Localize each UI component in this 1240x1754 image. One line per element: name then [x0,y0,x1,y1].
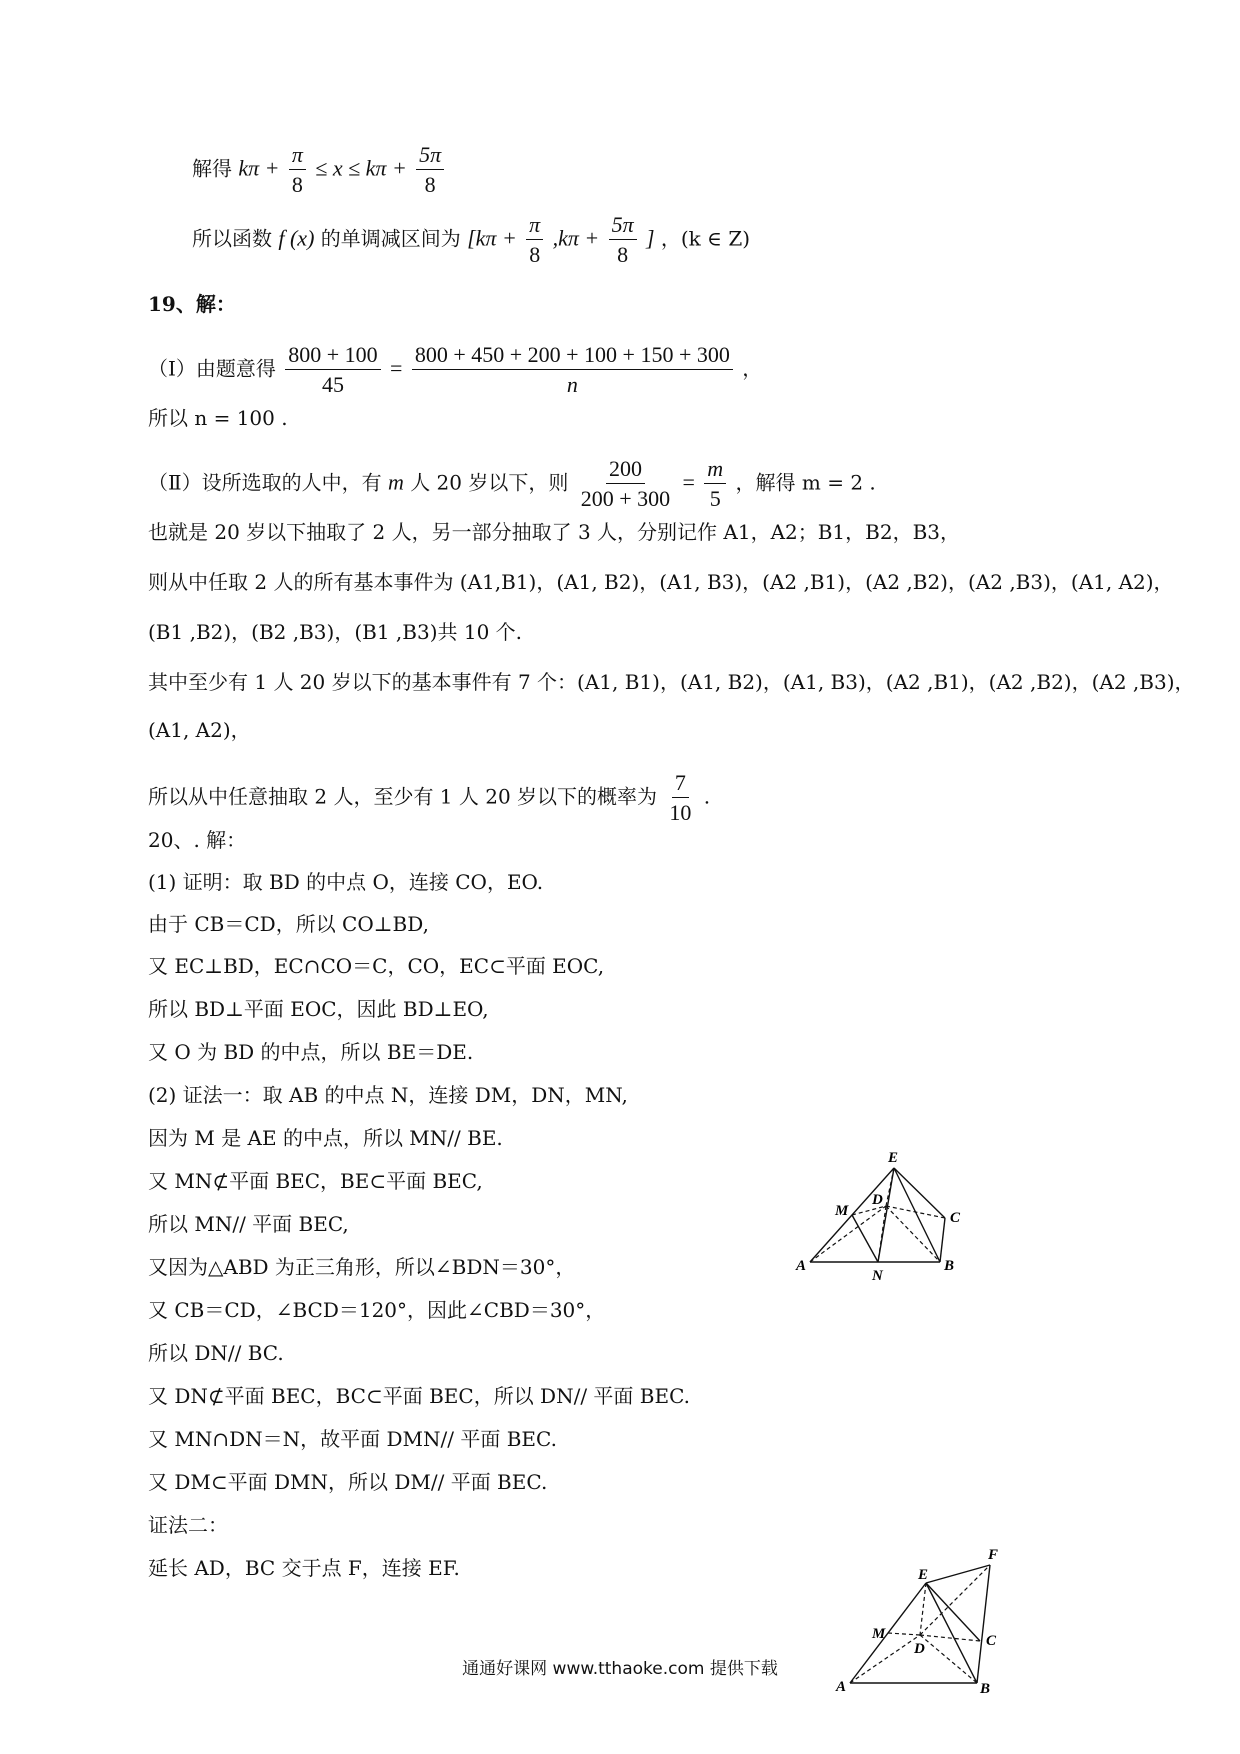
page-footer: 通通好课网 www.tthaoke.com 提供下载 [462,1659,778,1679]
math: m [387,469,404,495]
sec20-line: 因为 M 是 AE 的中点，所以 MN// BE. [148,1126,503,1150]
math: ] [645,225,655,251]
figure-label: D [872,1192,883,1208]
sec20-line: 又 EC⊥BD，EC∩CO＝C，CO，EC⊂平面 EOC, [148,954,605,978]
sec19-line: 也就是 20 岁以下抽取了 2 人，另一部分抽取了 3 人，分别记作 A1，A2；B1，B2，B3， [148,520,961,544]
fraction: $\frac{5\pi}{8}$ [609,214,637,266]
sec20-line: 又 CB＝CD，∠BCD＝120°，因此∠CBD＝30°， [148,1298,606,1322]
fraction: $\frac{800 + 100}{45}$ [285,344,380,396]
text: ，解得 m = 2 . [735,470,876,495]
text: 所以从中任意抽取 2 人，至少有 1 人 20 岁以下的概率为 [148,784,658,809]
figure-label: M [872,1626,886,1642]
geometry-figure-1 [790,1140,990,1290]
sec19-line: (B1 ,B2)，(B2 ,B3)，(B1 ,B3)共 10 个. [148,620,523,644]
figure-label: M [835,1203,849,1219]
sec20-line: 又 O 为 BD 的中点，所以 BE＝DE. [148,1040,474,1064]
sec20-line: 又 DM⊂平面 DMN，所以 DM// 平面 BEC. [148,1470,548,1494]
math: kπ + [238,155,280,181]
formula-line-2 [192,214,750,266]
sec20-line: 延长 AD，BC 交于点 F，连接 EF. [148,1556,460,1580]
figure-label: D [914,1641,925,1657]
fraction: $\frac{\pi}{8}$ [289,144,306,196]
math: f (x) [278,225,315,251]
text: （Ⅱ）设所选取的人中，有 [148,470,382,495]
text: ， [742,356,763,381]
text: 解得 [192,156,232,181]
sec20-line: 所以 BD⊥平面 EOC，因此 BD⊥EO, [148,997,489,1021]
fraction: $\frac{5\pi}{8}$ [416,144,444,196]
sec20-line: 又 MN∩DN＝N，故平面 DMN// 平面 BEC. [148,1427,557,1451]
math: = [390,355,403,381]
sec20-line: 又 DN⊄平面 BEC，BC⊂平面 BEC，所以 DN// 平面 BEC. [148,1384,691,1408]
figure-label: B [980,1681,991,1695]
fraction: $\frac{200}{200 + 300}$ [580,456,671,511]
sec19-line: (A1, A2)， [148,718,251,742]
sec20-line: 由于 CB＝CD，所以 CO⊥BD, [148,912,429,936]
fraction: $\frac{800 + 450 + 200 + 100 + 150 + 300}{n}$ [412,344,733,396]
figure-label: E [918,1567,929,1583]
formula-line-1 [192,144,447,196]
fraction: $\frac{7}{10}$ [669,770,692,825]
text: 的单调减区间为 [320,226,461,251]
text: （Ⅰ）由题意得 [148,356,276,381]
sec20-line: (1) 证明：取 BD 的中点 O，连接 CO，EO. [148,870,544,894]
text: . [703,784,711,809]
math: [kπ + [467,225,517,251]
section-19-heading: 19、解： [148,292,236,316]
sec19-line: 其中至少有 1 人 20 岁以下的基本事件有 7 个：(A1, B1)，(A1, B2)，(A1, B3)，(A2 ,B1)，(A2 ,B2)，(A2 ,B3)， [148,670,1195,694]
fraction: $\frac{\pi}{8}$ [526,214,543,266]
figure-label: B [944,1258,955,1274]
sec20-line: 证法二： [148,1513,228,1537]
math: ,kπ + [552,225,600,251]
fraction: $\frac{m}{5}$ [704,458,726,510]
sec20-line: (2) 证法一：取 AB 的中点 N，连接 DM，DN，MN, [148,1083,628,1107]
math: = [682,469,695,495]
sec19-line: 所以 n = 100 . [148,406,288,430]
sec19-part1 [148,344,762,396]
sec20-line: 又因为△ABD 为正三角形，所以∠BDN＝30°， [148,1255,576,1279]
figure-label: E [888,1150,899,1166]
text: ，(k ∈ Z) [660,226,751,251]
figure-label: A [796,1258,807,1274]
figure-label: N [872,1268,883,1284]
sec20-line: 又 MN⊄平面 BEC，BE⊂平面 BEC, [148,1169,483,1193]
section-20-heading: 20、. 解： [148,828,247,852]
figure-label: C [950,1210,961,1226]
text: 人 20 岁以下，则 [410,470,569,495]
sec20-line: 所以 DN// BC. [148,1341,284,1365]
text: 所以函数 [192,226,272,251]
sec19-line: 则从中任取 2 人的所有基本事件为 (A1,B1)，(A1, B2)，(A1, B3)，(A2 ,B1)，(A2 ,B2)，(A2 ,B3)，(A1, A2)， [148,570,1174,594]
figure-label: F [988,1547,999,1563]
math: ≤ x ≤ kπ + [315,155,407,181]
figure-label: A [836,1679,847,1695]
sec20-line: 所以 MN// 平面 BEC, [148,1212,349,1236]
figure-label: C [986,1633,997,1649]
sec19-part2 [148,458,876,510]
sec19-conclusion [148,772,710,824]
